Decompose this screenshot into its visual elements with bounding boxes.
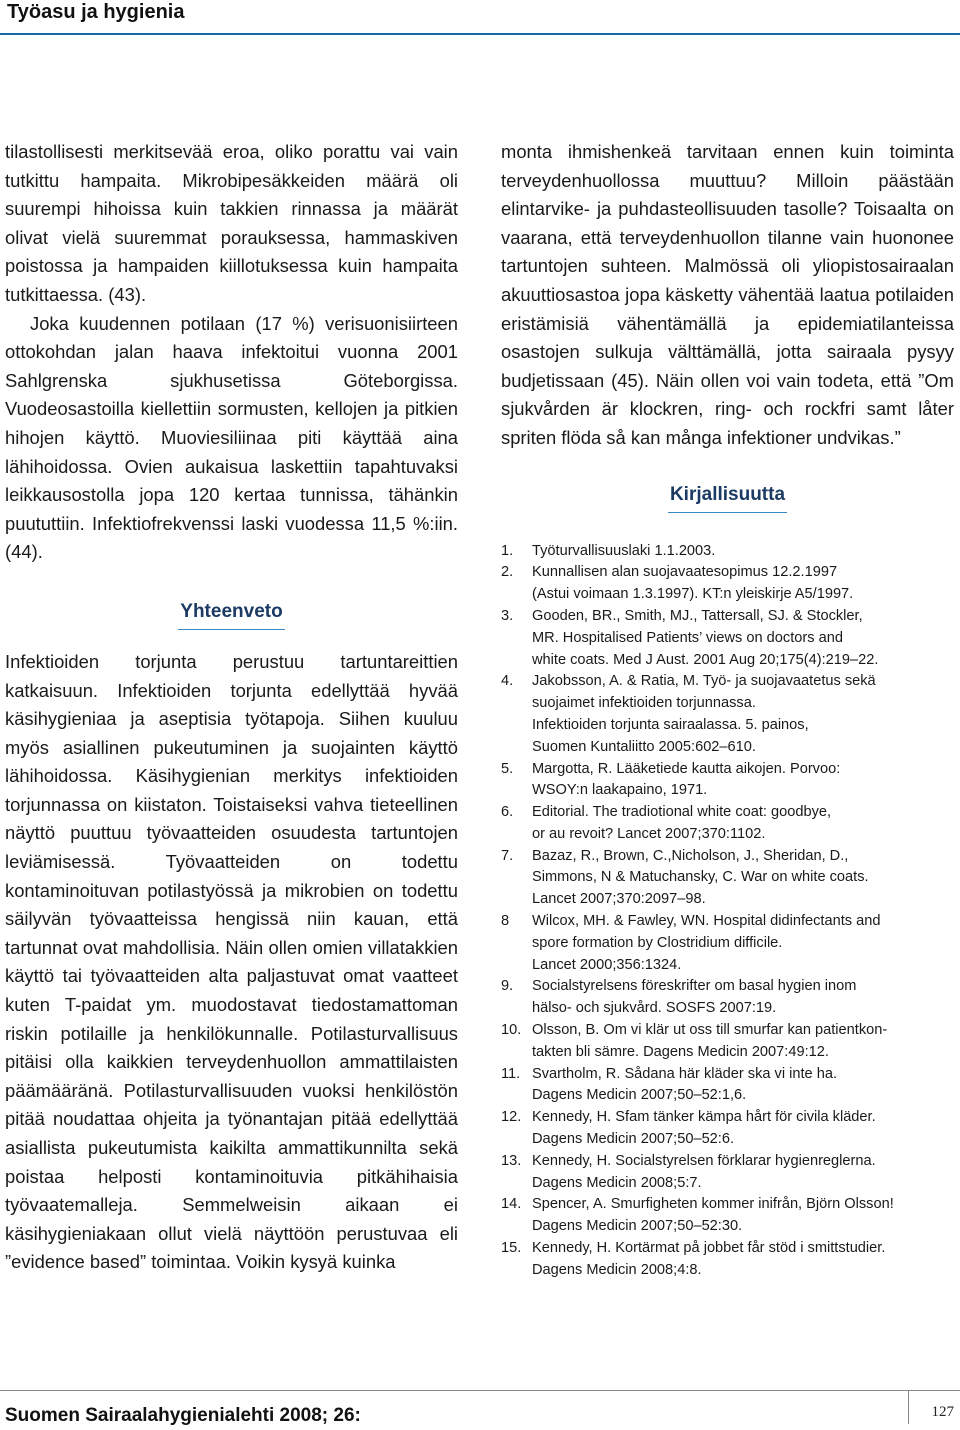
reference-text: Svartholm, R. Sådana här kläder ska vi inte ha. (532, 1065, 838, 1082)
page-number: 127 (931, 1404, 954, 1420)
reference-number: 3. (501, 607, 514, 624)
reference-number: 15. (501, 1240, 522, 1257)
journal-citation: Suomen Sairaalahygienialehti 2008; 26: (5, 1405, 361, 1426)
reference-number: 1. (501, 542, 514, 559)
reference-number: 4. (501, 673, 514, 690)
body-paragraph: tilastollisesti merkitsevää eroa, oliko porattu vai vain tutkittu hampaita. Mikrobipesäkkeiden määrä oli suurempi hihoissa kuin takkien rinnassa ja määrät olivat vielä suuremmat porauksessa, hammaskiven poistossa ja hampaiden kiillotuksessa kuin hampaita tutkittaessa. (43). (5, 141, 458, 305)
reference-text: Suomen Kuntaliitto 2005:602–610. (532, 738, 756, 755)
reference-item (501, 976, 954, 1020)
heading-yhteenveto (5, 596, 458, 630)
reference-text: Editorial. The tradiotional white coat: goodbye, (532, 804, 832, 821)
reference-text: spore formation by Clostridium difficile. (532, 934, 783, 951)
reference-text: Simmons, N & Matuchansky, C. War on white coats. (532, 869, 869, 886)
reference-text: Dagens Medicin 2008;4:8. (532, 1261, 702, 1278)
reference-text: Wilcox, MH. & Fawley, WN. Hospital didinfectants and (532, 913, 881, 930)
reference-number: 14. (501, 1196, 522, 1213)
reference-item (501, 1151, 954, 1195)
reference-item (501, 1064, 954, 1108)
reference-number: 5. (501, 760, 514, 777)
reference-number: 7. (501, 847, 514, 864)
reference-text: Lancet 2000;356:1324. (532, 956, 682, 973)
reference-text: Dagens Medicin 2007;50–52:30. (532, 1218, 743, 1235)
reference-text: Kennedy, H. Sfam tänker kämpa hårt för civila kläder. (532, 1109, 876, 1126)
reference-number: 13. (501, 1152, 522, 1169)
reference-number: 12. (501, 1109, 522, 1126)
reference-text: Dagens Medicin 2007;50–52:6. (532, 1131, 735, 1148)
reference-text: WSOY:n laakapaino, 1971. (532, 782, 708, 799)
summary-paragraph: Infektioiden torjunta perustuu tartuntareittien katkaisuun. Infektioiden torjunta edellyttää hyvää käsihygieniaa ja aseptisia työtapoja. Siihen kuuluu myös asiallinen pukeutuminen ja suojainten käyttö lähihoidossa. Käsihygienian merkitys infektioiden torjunnassa on kiistaton. Toistaiseksi vahva tieteellinen näyttö puuttuu työvaatteiden osuudesta tartuntojen leviämisessä. Työvaatteiden on todettu kontaminoituvan potilastyössä ja mikrobien on todettu säilyvän työvaatteissa hengissä niin kauan, että tartunnat ovat mahdollisia. Näin ollen omien villatakkien käyttö tai työvaatteiden alta paljastuvat omat vaatteet kuten T-paidat ym. muodostavat tiedostamattoman riskin potilaille ja henkilökunnalle. Potilasturvallisuus pitäisi olla kaikkien terveydenhuollon ammattilaisten päämääränä. Potilasturvallisuuden vuoksi henkilöstön pitää noudattaa ohjeita ja työnantajan pitää edellyttää asiallista pukeutumista kaikilta ammattikunnilta sekä poistaa helposti kontaminoituvia pitkähihaisia työvaatemalleja. Semmelweisin aikaan ei käsihygieniakaan ollut vielä näyttöön perustuvaa eli ”evidence based” toimintaa. Voikin kysyä kuinka (5, 650, 458, 1273)
reference-text: Dagens Medicin 2007;50–52:1,6. (532, 1087, 747, 1104)
reference-number: 10. (501, 1022, 522, 1039)
reference-text: (Astui voimaan 1.3.1997). KT:n yleiskirje A5/1997. (532, 586, 854, 603)
reference-text: Spencer, A. Smurfigheten kommer inifrån, Björn Olsson! (532, 1196, 894, 1213)
reference-text: Jakobsson, A. & Ratia, M. Työ- ja suojavaatetus sekä (532, 673, 876, 690)
reference-item (501, 911, 954, 976)
heading-text: Yhteenveto (178, 601, 284, 630)
reference-text: Lancet 2007;370:2097–98. (532, 891, 706, 908)
reference-item (501, 1107, 954, 1151)
page-header (0, 0, 960, 35)
reference-item (501, 1238, 954, 1282)
reference-item (501, 802, 954, 846)
reference-text: white coats. Med J Aust. 2001 Aug 20;175(4):219–22. (532, 651, 879, 668)
reference-text: Kennedy, H. Kortärmat på jobbet får stöd i smittstudier. (532, 1240, 886, 1257)
reference-text: Työturvallisuuslaki 1.1.2003. (532, 542, 716, 559)
heading-kirjallisuutta (501, 479, 954, 513)
reference-item (501, 1020, 954, 1064)
body-paragraph: monta ihmishenkeä tarvitaan ennen kuin toiminta terveydenhuollossa muuttuu? Milloin päästään elintarvike- ja puhdasteollisuuden tasolle? Toisaalta on vaarana, että terveydenhuollon tilanne vain huononee tartuntojen suhteen. Malmössä oli yliopistosairaalan akuuttiosastoa jopa käsketty vähentää laatua potilaiden eristämisiä vähentämällä ja epidemiatilanteissa osastojen sulkuja välttämällä, jotta sairaala pysyy budjetissaan (45). Näin ollen voi vain todeta, että ”Om sjukvården är klockren, ring- och rockfri samt låter spriten flöda så kan många infektioner undvikas.” (501, 141, 954, 448)
reference-text: Dagens Medicin 2008;5:7. (532, 1174, 702, 1191)
reference-number: 11. (501, 1065, 521, 1082)
reference-text: Margotta, R. Lääketiede kautta aikojen. Porvoo: (532, 760, 841, 777)
reference-number: 6. (501, 804, 514, 821)
left-column (5, 138, 458, 1277)
reference-text: hälso- och sjukvård. SOSFS 2007:19. (532, 1000, 777, 1017)
reference-number: 8 (501, 913, 510, 930)
reference-text: or au revoit? Lancet 2007;370:1102. (532, 825, 766, 842)
reference-item (501, 671, 954, 758)
reference-text: Socialstyrelsens föreskrifter om basal hygien inom (532, 978, 857, 995)
heading-text: Kirjallisuutta (668, 484, 787, 513)
reference-text: Gooden, BR., Smith, MJ., Tattersall, SJ. & Stockler, (532, 607, 863, 624)
footer-divider (0, 1390, 960, 1391)
reference-list (501, 541, 954, 1282)
reference-item (501, 541, 954, 563)
reference-number: 9. (501, 978, 514, 995)
section-title: Työasu ja hygienia (7, 1, 185, 23)
reference-text: Olsson, B. Om vi klär ut oss till smurfar kan patientkon- (532, 1022, 888, 1039)
reference-text: Kennedy, H. Socialstyrelsen förklarar hygienreglerna. (532, 1152, 876, 1169)
reference-item (501, 1194, 954, 1238)
footer-divider (908, 1390, 909, 1424)
reference-text: takten bli sämre. Dagens Medicin 2007:49:12. (532, 1043, 829, 1060)
reference-number: 2. (501, 564, 514, 581)
reference-item (501, 606, 954, 671)
body-paragraph: Joka kuudennen potilaan (17 %) verisuonisiirteen ottokohdan jalan haava infektoitui vuonna 2001 Sahlgrenska sjukhusetissa Göteborgissa. Vuodeosastoilla kiellettiin sormusten, kellojen ja pitkien hihojen käyttö. Muoviesiliinaa piti käyttää aina lähihoidossa. Ovien aukaisua laskettiin tapahtuvaksi leikkausostolla jopa 120 kertaa tunnissa, tähänkin puututtiin. Infektiofrekvenssi laski vuodessa 11,5 %:iin. (44). (5, 312, 458, 563)
reference-text: Kunnallisen alan suojavaatesopimus 12.2.1997 (532, 564, 838, 581)
reference-text: suojaimet infektioiden torjunnassa. (532, 695, 756, 712)
reference-item (501, 759, 954, 803)
right-column (501, 138, 954, 1282)
reference-item (501, 846, 954, 911)
reference-text: Infektioiden torjunta sairaalassa. 5. painos, (532, 716, 809, 733)
reference-item (501, 562, 954, 606)
reference-text: MR. Hospitalised Patients’ views on doctors and (532, 629, 843, 646)
reference-text: Bazaz, R., Brown, C.,Nicholson, J., Sheridan, D., (532, 847, 849, 864)
